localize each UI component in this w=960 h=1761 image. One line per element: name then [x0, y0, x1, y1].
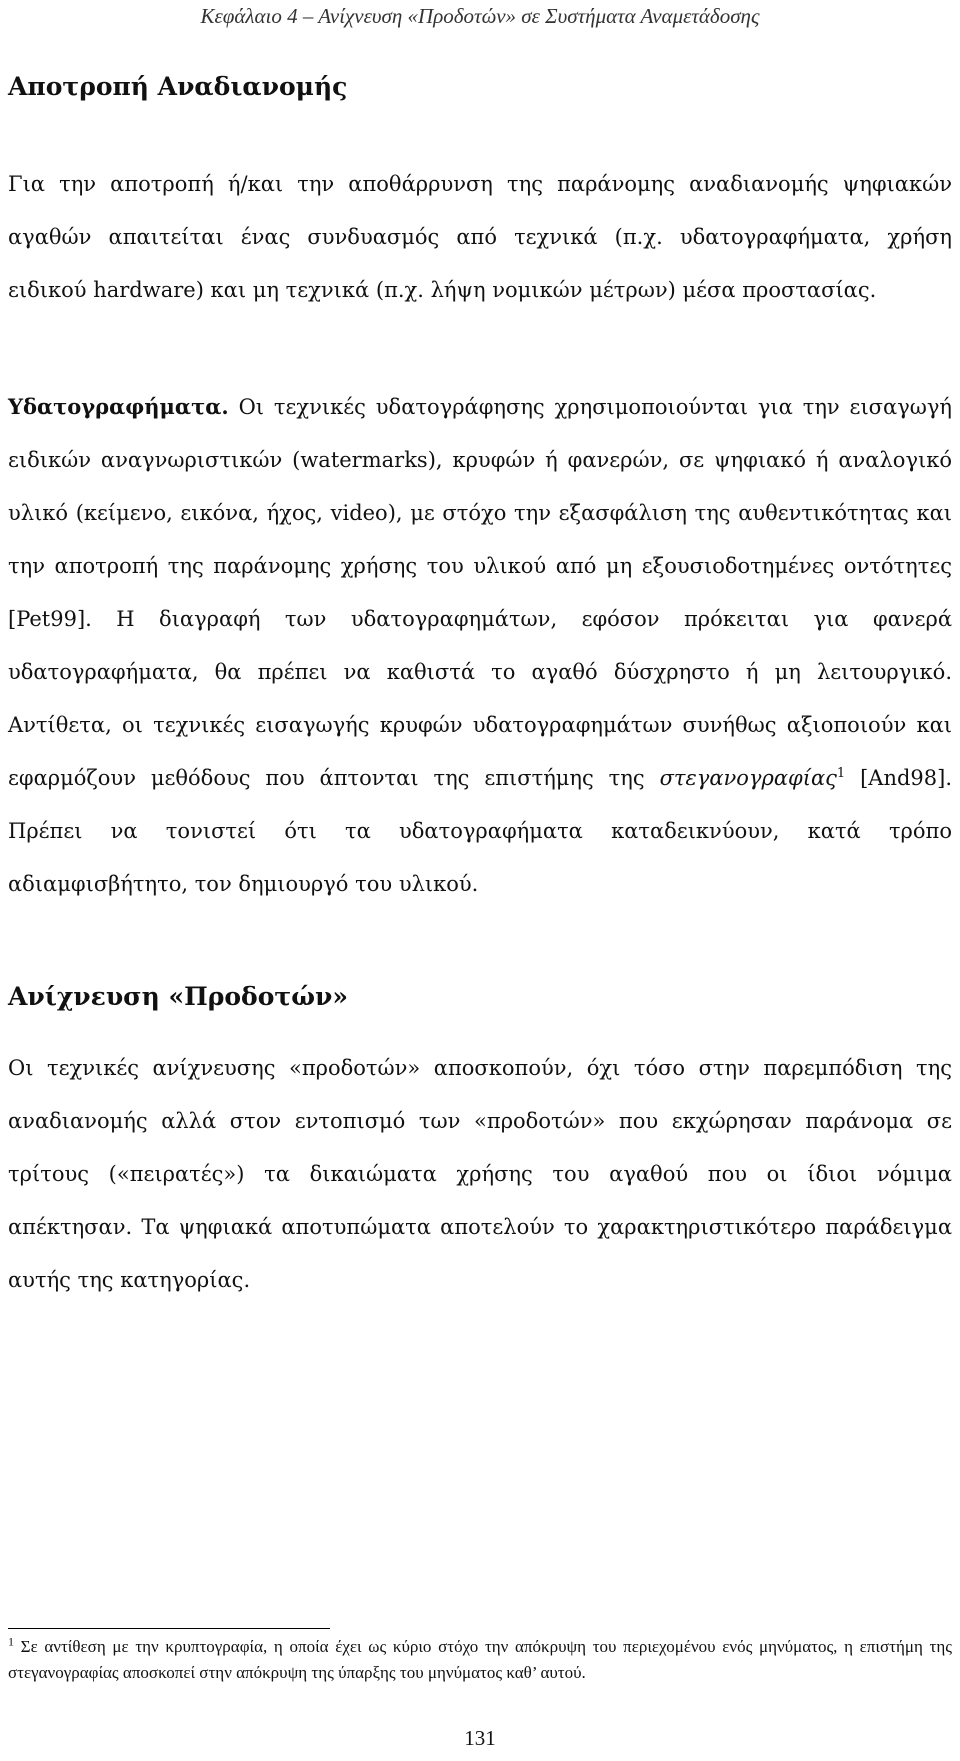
paragraph-watermarks [8, 380, 952, 911]
footnote-separator [8, 1628, 330, 1629]
footnote-reference: 1 [836, 766, 846, 781]
section-heading-traitor-tracing: Ανίχνευση «Προδοτών» [8, 982, 348, 1011]
runin-heading-watermarks: Υδατογραφήματα. [8, 394, 229, 419]
watermarks-text-b: [And98]. Πρέπει να τονιστεί ότι τα υδατογραφήματα καταδεικνύουν, κατά τρόπο αδιαμφισβήτητο, τον δημιουργό του υλικού. [8, 766, 952, 896]
footnote [8, 1634, 952, 1686]
paragraph-redistribution-intro: Για την αποτροπή ή/και την αποθάρρυνση της παράνομης αναδιανομής ψηφιακών αγαθών απαιτείται ένας συνδυασμός από τεχνικά (π.χ. υδατογραφήματα, χρήση ειδικού hardware) και μη τεχνικά (π.χ. λήψη νομικών μέτρων) μέσα προστασίας. [8, 172, 952, 302]
footnote-text: Σε αντίθεση με την κρυπτογραφία, η οποία έχει ως κύριο στόχο την απόκρυψη του περιεχομένου ενός μηνύματος, η επιστήμη της στεγανογραφίας αποσκοπεί στην απόκρυψη της ύπαρξης του μηνύματος καθ’ αυτού. [8, 1637, 952, 1682]
watermarks-text-a: Οι τεχνικές υδατογράφησης χρησιμοποιούνται για την εισαγωγή ειδικών αναγνωριστικών (watermarks), κρυφών ή φανερών, σε ψηφιακό ή αναλογικό υλικό (κείμενο, εικόνα, ήχος, video), με στόχο την εξασφάλιση της αυθεντικότητας και την αποτροπή της παράνομης χρήσης του υλικού από μη εξουσιοδοτημένες οντότητες [Pet99]. Η διαγραφή των υδατογραφημάτων, εφόσον πρόκειται για φανερά υδατογραφήματα, θα πρέπει να καθιστά το αγαθό δύσχρηστο ή μη λειτουργικό. Αντίθετα, οι τεχνικές εισαγωγής κρυφών υδατογραφημάτων συνήθως αξιοποιούν και εφαρμόζουν μεθόδους που άπτονται της επιστήμης της [8, 395, 952, 790]
page-number: 131 [464, 1726, 496, 1750]
footnote-number: 1 [8, 1634, 14, 1649]
paragraph-traitor-tracing: Οι τεχνικές ανίχνευσης «προδοτών» αποσκοπούν, όχι τόσο στην παρεμπόδιση της αναδιανομής αλλά στον εντοπισμό των «προδοτών» που εκχώρησαν παράνομα σε τρίτους («πειρατές») τα δικαιώματα χρήσης του αγαθού που οι ίδιοι νόμιμα απέκτησαν. Τα ψηφιακά αποτυπώματα αποτελούν το χαρακτηριστικότερο παράδειγμα αυτής της κατηγορίας. [8, 1056, 952, 1292]
section-heading-redistribution: Αποτροπή Αναδιανομής [8, 72, 348, 101]
running-header: Κεφάλαιο 4 – Ανίχνευση «Προδοτών» σε Συστήματα Αναμετάδοσης [200, 4, 760, 28]
steganography-term: στεγανογραφίας [659, 766, 837, 790]
